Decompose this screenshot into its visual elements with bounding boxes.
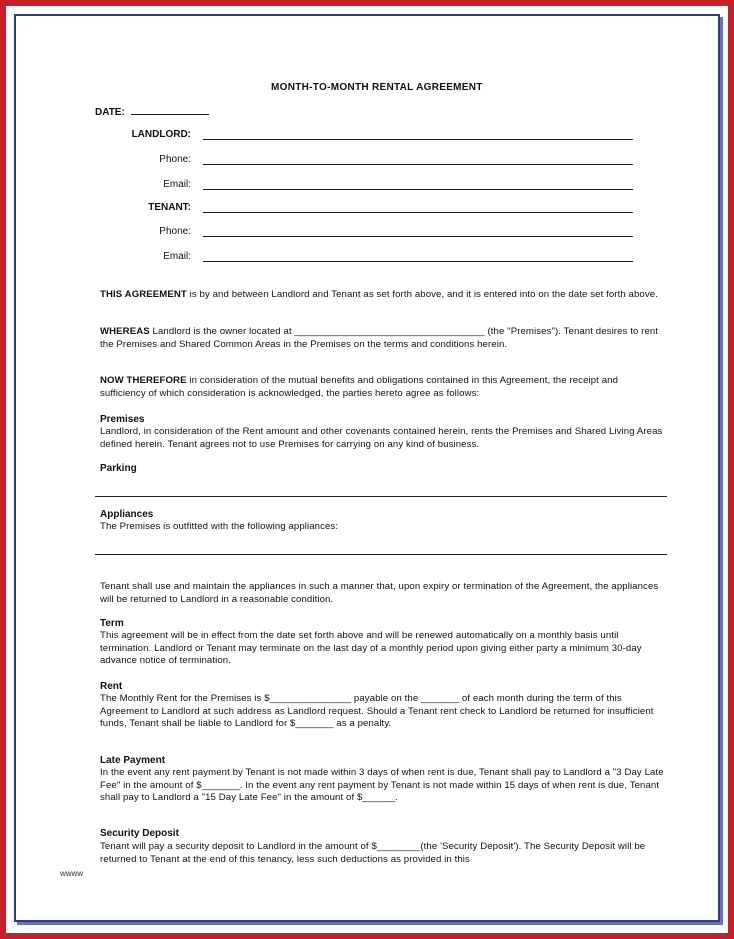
agreement-paragraph bbox=[100, 289, 665, 302]
landlord-email-label: Email: bbox=[163, 179, 191, 190]
tenant-phone-label: Phone: bbox=[159, 226, 191, 237]
late-payment-text: In the event any rent payment by Tenant is not made within 3 days of when rent is due, Tenant shall pay to Landlord a "3 Day Late Fee" in the amount of $_______. In the event any rent payment by Tenant is not made within 15 days of when rent is due, Tenant shall pay to Landlord a "15 Day Late Fee" in the amount of $______. bbox=[100, 767, 664, 803]
term-heading: Term bbox=[100, 618, 124, 629]
landlord-phone-input-line[interactable] bbox=[203, 164, 633, 165]
parking-heading: Parking bbox=[100, 463, 137, 474]
late-payment-heading: Late Payment bbox=[100, 755, 166, 766]
date-field bbox=[95, 105, 209, 118]
tenant-label: TENANT: bbox=[148, 202, 191, 213]
whereas-paragraph bbox=[100, 326, 665, 351]
rent-heading: Rent bbox=[100, 681, 123, 692]
whereas-text: Landlord is the owner located at ___________________________________ (the "Premises"). Tenant desires to rent the Premises and Shared Common Areas in the Premises on the terms and conditions herein. bbox=[100, 326, 659, 350]
appliances-maintenance-text: Tenant shall use and maintain the appliances in such a manner that, upon expiry or termination of the Agreement, the appliances will be returned to Landlord in a reasonable condition. bbox=[100, 581, 659, 605]
landlord-input-line[interactable] bbox=[203, 139, 633, 140]
premises-text: Landlord, in consideration of the Rent amount and other covenants contained herein, rents the Premises and Shared Living Areas defined herein. Tenant agrees not to use Premises for carrying on any kind of business. bbox=[100, 426, 663, 450]
agreement-text: is by and between Landlord and Tenant as set forth above, and it is entered into on the date set forth above. bbox=[186, 289, 658, 300]
tenant-input-line[interactable] bbox=[203, 212, 633, 213]
now-therefore-text: in consideration of the mutual benefits and obligations contained in this Agreement, the receipt and sufficiency of which consideration is acknowledged, the parties hereto agree as follows: bbox=[100, 375, 619, 399]
tenant-email-label: Email: bbox=[163, 251, 191, 262]
term-text: This agreement will be in effect from the date set forth above and will be renewed automatically on a monthly basis until termination. Landlord or Tenant may terminate on the last day of a monthly period upon giving either party a minimum 30-day advance notice of termination. bbox=[100, 630, 642, 666]
landlord-email-input-line[interactable] bbox=[203, 189, 633, 190]
tenant-email-field bbox=[95, 251, 635, 265]
rent-text: The Monthly Rent for the Premises is $_______________ payable on the _______ of each month during the term of this Agreement to Landlord at such address as Landlord request. Should a Tenant rent check to Landlord be returned for insufficient funds, Tenant shall be liable to Landlord for $_______ as a penalty. bbox=[100, 693, 654, 729]
tenant-field bbox=[95, 202, 635, 216]
appliances-input-line[interactable] bbox=[95, 554, 667, 555]
footer-watermark: wwww bbox=[60, 869, 84, 878]
agreement-lead: THIS AGREEMENT bbox=[100, 289, 187, 300]
appliances-text: The Premises is outfitted with the following appliances: bbox=[100, 521, 339, 532]
security-deposit-text: Tenant will pay a security deposit to Landlord in the amount of $________(the 'Security Deposit'). The Security Deposit will be returned to Tenant at the end of this tenancy, less such deductions as provided in this bbox=[100, 841, 646, 865]
premises-heading: Premises bbox=[100, 414, 145, 425]
parking-input-line[interactable] bbox=[95, 496, 667, 497]
landlord-label: LANDLORD: bbox=[131, 129, 191, 140]
landlord-field bbox=[95, 129, 635, 143]
now-therefore-paragraph bbox=[100, 375, 665, 400]
landlord-email-field bbox=[95, 179, 635, 193]
landlord-phone-field bbox=[95, 154, 635, 168]
security-deposit-heading: Security Deposit bbox=[100, 828, 179, 839]
document-title: MONTH-TO-MONTH RENTAL AGREEMENT bbox=[271, 82, 483, 93]
now-therefore-lead: NOW THEREFORE bbox=[100, 375, 187, 386]
appliances-heading: Appliances bbox=[100, 509, 154, 520]
landlord-phone-label: Phone: bbox=[159, 154, 191, 165]
date-label: DATE: bbox=[95, 107, 125, 118]
tenant-phone-input-line[interactable] bbox=[203, 236, 633, 237]
tenant-phone-field bbox=[95, 226, 635, 240]
date-input-line[interactable] bbox=[131, 105, 209, 115]
tenant-email-input-line[interactable] bbox=[203, 261, 633, 262]
whereas-lead: WHEREAS bbox=[100, 326, 150, 337]
